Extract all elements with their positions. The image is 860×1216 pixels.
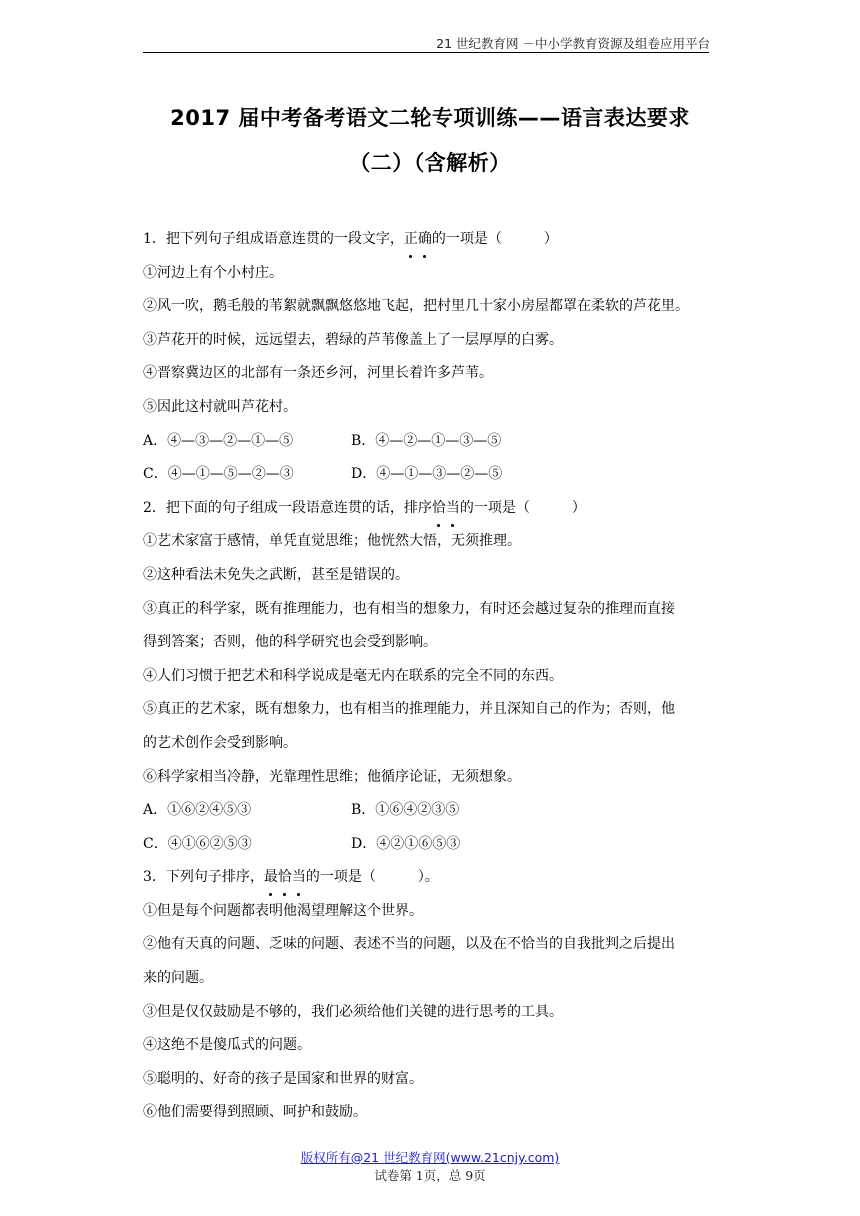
question-stem: 3．下列句子排序，最恰当的一项是（ ）。 [143,865,723,899]
question-item: ⑤真正的艺术家，既有想象力，也有相当的推理能力，并且深知自己的作为；否则，他 [143,701,675,718]
question-item: ①艺术家富于感情，单凭直觉思维；他恍然大悟，无须推理。 [143,533,521,550]
answer-options [143,798,723,832]
question-item: ②风一吹，鹅毛般的苇絮就飘飘悠悠地飞起，把村里几十家小房屋都罩在柔软的芦花里。 [143,298,689,315]
question-item: ①河边上有个小村庄。 [143,264,283,281]
question-item: 来的问题。 [143,970,213,987]
header-rule [143,52,709,53]
question-stem: 2．把下面的句子组成一段语意连贯的话，排序恰当的一项是（ ） [143,496,723,530]
page-title: 2017 届中考备考语文二轮专项训练——语言表达要求 [170,106,690,130]
emphasis-char: 确 [418,227,432,251]
option-a[interactable]: A．①⑥②④⑤③ [143,802,252,819]
question-item: ④人们习惯于把艺术和科学说成是毫无内在联系的完全不同的东西。 [143,667,563,684]
question-item: ④晋察冀边区的北部有一条还乡河，河里长着许多芦苇。 [143,365,493,382]
option-d[interactable]: D．④—①—③—②—⑤ [351,466,503,483]
emphasis-char: 正 [404,227,418,251]
question-item: ②他有天真的问题、乏味的问题、表述不当的问题，以及在不恰当的自我批判之后提出 [143,936,675,953]
question-item: ②这种看法未免失之武断，甚至是错误的。 [143,566,409,583]
answer-options [143,462,723,496]
option-b[interactable]: B．④—②—①—③—⑤ [351,432,502,449]
answer-options [143,832,723,866]
question-item: ④这绝不是傻瓜式的问题。 [143,1037,311,1054]
question-item: ③但是仅仅鼓励是不够的，我们必须给他们关键的进行思考的工具。 [143,1003,563,1020]
option-a[interactable]: A．④—③—②—①—⑤ [143,432,294,449]
question-item: ⑤因此这村就叫芦花村。 [143,398,297,415]
option-d[interactable]: D．④②①⑥⑤③ [351,835,461,852]
emphasis-char: 最 [264,865,278,889]
page-number: 试卷第 1页，总 9页 [374,1168,486,1183]
page-header: 21 世纪教育网 －中小学教育资源及组卷应用平台 [436,36,710,51]
question-item: ⑥科学家相当冷静，光靠理性思维；他循序论证，无须想象。 [143,768,521,785]
question-item: ①但是每个问题都表明他渴望理解这个世界。 [143,902,423,919]
question-item: ③真正的科学家，既有推理能力，也有相当的想象力，有时还会越过复杂的推理而直接 [143,600,675,617]
page-subtitle: （二）（含解析） [349,151,511,175]
question-stem: 1．把下列句子组成语意连贯的一段文字，正确的一项是（ ） [143,227,723,261]
question-item: ③芦花开的时候，远远望去，碧绿的芦苇像盖上了一层厚厚的白雾。 [143,331,563,348]
emphasis-char: 当 [292,865,306,889]
question-item: ⑥他们需要得到照顾、呵护和鼓励。 [143,1104,367,1121]
question-list [143,227,723,1134]
emphasis-char: 恰 [432,496,446,520]
emphasis-char: 恰 [278,865,292,889]
option-c[interactable]: C．④①⑥②⑤③ [143,835,252,852]
answer-options [143,429,723,463]
copyright-link[interactable]: 版权所有@21 世纪教育网(www.21cnjy.com) [300,1150,560,1165]
question-item: 得到答案；否则，他的科学研究也会受到影响。 [143,634,437,651]
question-item: 的艺术创作会受到影响。 [143,734,297,751]
option-b[interactable]: B．①⑥④②③⑤ [351,802,460,819]
question-item: ⑤聪明的、好奇的孩子是国家和世界的财富。 [143,1070,423,1087]
option-c[interactable]: C．④—①—⑤—②—③ [143,466,294,483]
emphasis-char: 当 [446,496,460,520]
